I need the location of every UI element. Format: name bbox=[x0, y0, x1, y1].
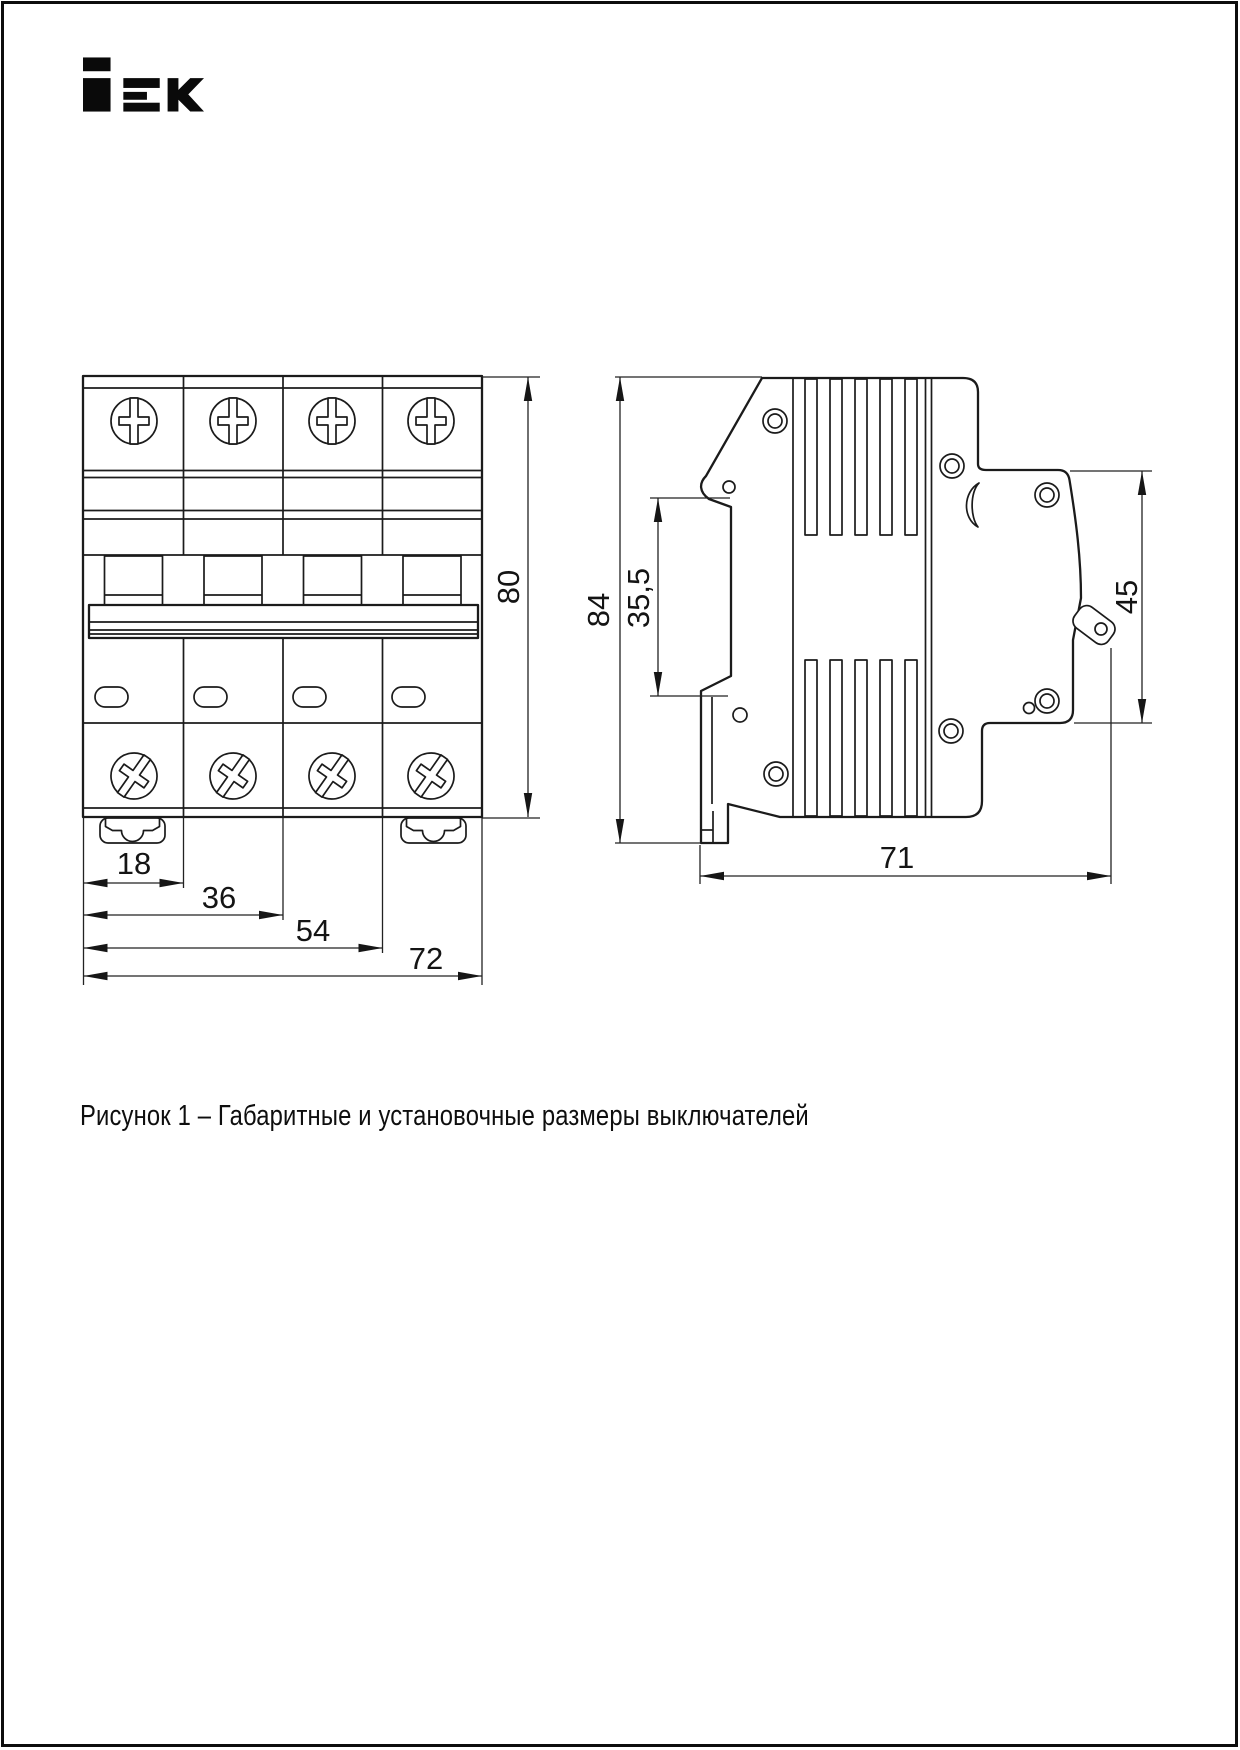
toggle-handle bbox=[304, 556, 362, 606]
screw-icon bbox=[210, 398, 256, 444]
front-label-slots bbox=[95, 687, 425, 707]
screw-icon bbox=[111, 398, 157, 444]
dim-total-width bbox=[84, 941, 483, 980]
dim-label-45: 45 bbox=[1109, 579, 1144, 615]
front-pole-dividers bbox=[184, 376, 383, 817]
dimension-annotations bbox=[84, 377, 1153, 985]
side-pin-holes bbox=[723, 481, 1035, 722]
side-vent-slats bbox=[793, 378, 932, 817]
screw-icon bbox=[399, 744, 463, 808]
din-clip bbox=[401, 818, 466, 843]
side-panel-edge bbox=[926, 378, 932, 817]
toggle-handle bbox=[204, 556, 262, 606]
front-tie-bar bbox=[89, 605, 478, 638]
figure-caption: Рисунок 1 – Габаритные и установочные размеры выключателей bbox=[80, 1100, 809, 1132]
dim-label-36: 36 bbox=[201, 880, 237, 915]
side-screw-bosses bbox=[763, 409, 1059, 786]
dim-side-height bbox=[581, 377, 762, 843]
side-view bbox=[701, 378, 1119, 843]
dim-label-35-5: 35,5 bbox=[621, 567, 656, 629]
boss-icon bbox=[1035, 689, 1059, 713]
front-toggle-handles bbox=[105, 556, 462, 606]
screw-icon bbox=[408, 398, 454, 444]
boss-icon bbox=[940, 454, 964, 478]
oval-slot bbox=[293, 687, 326, 707]
dim-pole-width bbox=[84, 846, 184, 887]
screw-icon bbox=[102, 744, 166, 808]
pin-hole bbox=[723, 481, 735, 493]
dim-front-height bbox=[482, 377, 540, 818]
toggle-handle bbox=[105, 556, 163, 606]
boss-icon bbox=[763, 409, 787, 433]
screw-icon bbox=[300, 744, 364, 808]
toggle-handle bbox=[403, 556, 461, 606]
side-curved-slot bbox=[966, 483, 979, 527]
boss-icon bbox=[939, 719, 963, 743]
oval-slot bbox=[194, 687, 227, 707]
boss-icon bbox=[764, 762, 788, 786]
oval-slot bbox=[95, 687, 128, 707]
din-clip bbox=[100, 818, 165, 843]
pin-hole bbox=[733, 708, 747, 722]
pin-hole bbox=[1024, 703, 1035, 714]
dim-three-poles bbox=[84, 913, 383, 952]
side-body-outline bbox=[701, 378, 1081, 843]
dim-label-84: 84 bbox=[581, 592, 616, 628]
dim-label-80: 80 bbox=[491, 569, 526, 605]
oval-slot bbox=[392, 687, 425, 707]
pin-hole bbox=[1095, 623, 1107, 635]
dim-rail-offset bbox=[621, 498, 730, 696]
boss-icon bbox=[1035, 483, 1059, 507]
front-view bbox=[83, 376, 482, 843]
dim-label-71: 71 bbox=[879, 840, 915, 875]
dim-label-54: 54 bbox=[295, 913, 331, 948]
dim-label-72: 72 bbox=[408, 941, 444, 976]
screw-icon bbox=[309, 398, 355, 444]
side-din-hook-detail bbox=[701, 697, 713, 843]
dim-label-18: 18 bbox=[116, 846, 152, 881]
screw-icon bbox=[201, 744, 265, 808]
